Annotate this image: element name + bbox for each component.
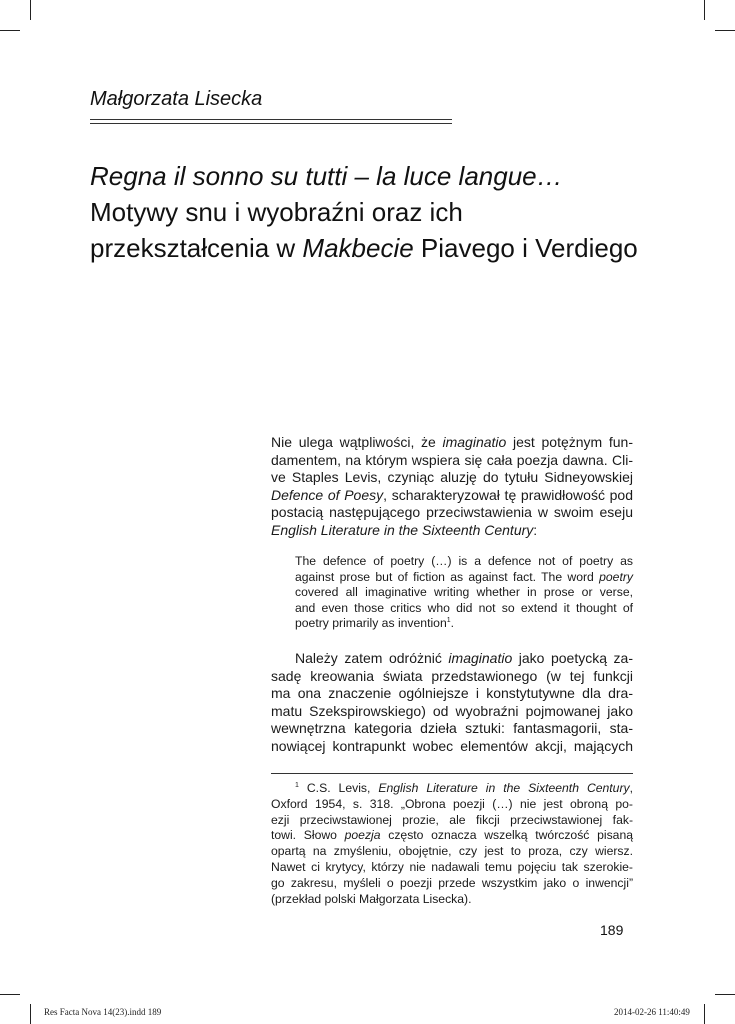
quote-line: poetry primarily as invention$^1$. xyxy=(295,616,455,630)
crop-mark-bottom-right-v xyxy=(704,1004,705,1024)
paragraph-line: wewnętrzna kategoria dzieła sztuki: fantasmagorii, sta- xyxy=(271,720,633,736)
block-quote xyxy=(295,554,633,632)
title-line-2: Motywy snu i wyobraźni oraz ich xyxy=(90,197,463,227)
crop-mark-bottom-right-h xyxy=(715,994,735,995)
author-rule-top xyxy=(90,119,452,120)
quote-line: against prose but of fiction as against fact. The word poetry xyxy=(295,569,633,584)
print-slug-timestamp: 2014-02-26 11:40:49 xyxy=(614,1007,690,1017)
footnote-line: opartą na zmyśleniu, obojętnie, czy jest to proza, czy wiersz. xyxy=(271,844,633,859)
paragraph-line: ma ona znaczenie ogólniejsze i konstytutywne dla dra- xyxy=(271,685,633,701)
footnote-line: towi. Słowo poezja często oznacza wszelką twórczość pisaną xyxy=(271,828,633,843)
paragraph-1 xyxy=(271,434,633,539)
quote-line: and even those critics who did not so extend it thought of xyxy=(295,600,633,615)
crop-mark-top-left-v xyxy=(30,0,31,20)
title-line-1: Regna il sonno su tutti – la luce langue… xyxy=(90,161,563,191)
crop-mark-top-right-h xyxy=(715,30,735,31)
paragraph-line: sadę kreowania świata przedstawionego (w tej funkcji xyxy=(271,667,633,684)
paragraph-line: ve Staples Levis, czyniąc aluzję do tytułu Sidneyowskiej xyxy=(271,469,633,485)
author-name: Małgorzata Lisecka xyxy=(90,88,263,110)
crop-mark-top-left-h xyxy=(0,30,20,31)
crop-mark-bottom-left-h xyxy=(0,994,20,995)
paragraph-line: Nie ulega wątpliwości, że imaginatio jest potężnym fun- xyxy=(271,434,634,450)
paragraph-line: English Literature in the Sixteenth Century: xyxy=(271,521,538,538)
footnote-line: Oxford 1954, s. 318. „Obrona poezji (…) nie jest obroną po- xyxy=(271,796,633,811)
footnote-line: (przekład polski Małgorzata Lisecka). xyxy=(271,891,472,906)
crop-mark-bottom-left-v xyxy=(30,1004,31,1024)
paragraph-line: postacią następującego przeciwstawienia w swoim eseju xyxy=(271,504,633,520)
footnote-line: Nawet ci krytycy, którzy nie nadawali temu pojęciu tak szerokie- xyxy=(271,859,633,874)
footnote-line: go zakresu, myśleli o poezji przede wszystkim jako o inwencji” xyxy=(271,875,633,890)
quote-line: covered all imaginative writing whether in prose or verse, xyxy=(295,585,633,599)
paragraph-line: Należy zatem odróżnić imaginatio jako poetycką za- xyxy=(295,650,633,666)
paragraph-line: matu Szekspirowskiego) od wyobraźni pojmowanej jako xyxy=(271,702,633,719)
crop-mark-top-right-v xyxy=(704,0,705,20)
footnote-line: $^1$ C.S. Levis, English Literature in the Sixteenth Century, xyxy=(295,781,634,795)
paragraph-line: Defence of Poesy, scharakteryzował tę prawidłowość pod xyxy=(271,486,634,503)
footnote-ref: 1 xyxy=(446,616,451,624)
article-title xyxy=(90,158,690,266)
author-rule-bottom xyxy=(90,123,452,124)
paragraph-line: nowiącej kontrapunkt wobec elementów akcji, mających xyxy=(271,737,633,754)
paragraph-2 xyxy=(271,650,633,755)
paragraph-line: damentem, na którym wspiera się cała poezja dawna. Cli- xyxy=(271,451,633,468)
print-slug-file: Res Facta Nova 14(23).indd 189 xyxy=(44,1007,162,1017)
title-line-3: przekształcenia w Makbecie Piavego i Verdiego xyxy=(90,233,638,263)
footnote-number: 1 xyxy=(295,781,299,789)
page-number: 189 xyxy=(600,922,624,938)
quote-line: The defence of poetry (…) is a defence not of poetry as xyxy=(295,554,633,568)
footnote-line: ezji przeciwstawionej prozie, ale fikcji przeciwstawionej fak- xyxy=(271,812,633,827)
footnote-rule xyxy=(271,773,633,774)
footnote-1 xyxy=(271,781,633,907)
